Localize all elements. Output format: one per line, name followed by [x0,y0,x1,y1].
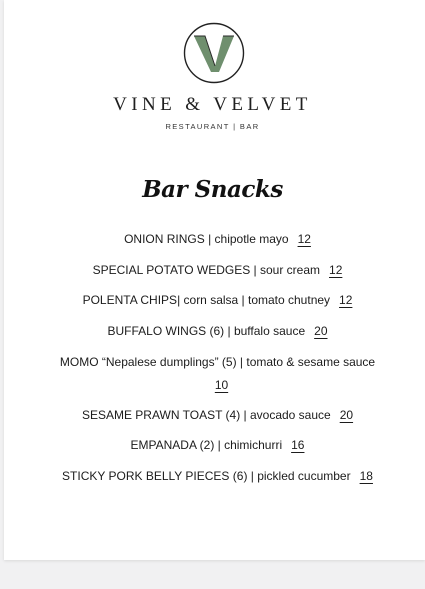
menu-item-price: 20 [339,407,354,422]
menu-item-name: BUFFALO WINGS (6) | buffalo sauce [107,324,306,339]
menu-item [40,468,395,484]
menu-item [40,262,395,278]
menu-item-price: 12 [339,293,353,308]
menu-item [40,231,395,247]
menu-item [40,437,395,453]
menu-item-price: 12 [329,262,343,277]
menu-item-price: 10 [214,377,229,392]
menu-item-name: EMPANADA (2) | chimichurri [130,438,283,453]
menu-item-price-line [48,377,395,393]
menu-item-price: 12 [297,232,311,246]
menu-item-name: SESAME PRAWN TOAST (4) | avocado sauce [81,407,331,422]
menu-item-name: SPECIAL POTATO WEDGES | sour cream [92,262,321,277]
vine-velvet-logo [183,22,245,84]
menu-item-name: STICKY PORK BELLY PIECES (6) | pickled cucumber [62,469,351,484]
menu-item [40,407,395,423]
menu-item [40,323,395,339]
brand-name: VINE & VELVET [113,94,312,115]
menu-item-price: 20 [314,324,328,339]
menu-list [40,231,395,499]
menu-item-price: 18 [359,469,373,484]
menu-item-price: 16 [291,438,305,453]
menu-item-name: ONION RINGS | chipotle mayo [124,232,289,246]
menu-item [40,354,395,393]
menu-item-name: POLENTA CHIPS| corn salsa | tomato chutney [82,293,331,308]
section-title: Bar Snacks [142,176,283,203]
brand-subtitle: RESTAURANT | BAR [165,122,260,131]
menu-item-name: MOMO “Nepalese dumplings” (5) | tomato & sesame sauce [59,354,376,369]
menu-item [40,292,395,308]
